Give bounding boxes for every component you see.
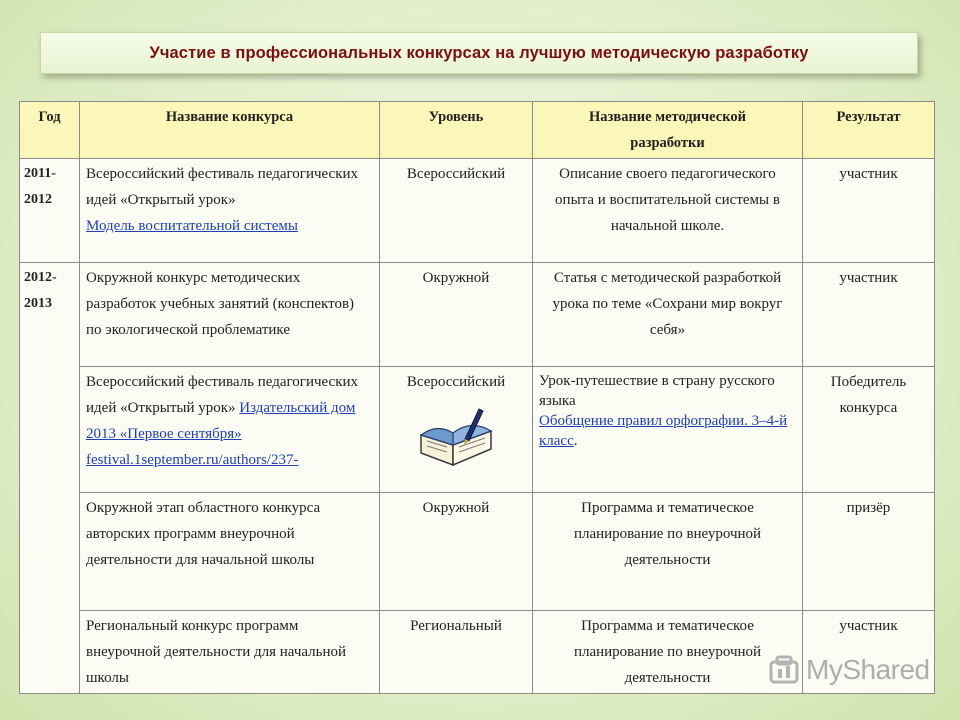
- header-row: [20, 102, 935, 159]
- contest-cell: Окружной этап областного конкурса авторских программ внеурочной деятельности для начальной школы: [80, 493, 380, 611]
- contest-cell: Региональный конкурс программ внеурочной деятельности для начальной школы: [80, 611, 380, 694]
- year-start: 2012-: [24, 270, 57, 285]
- header-work-line2: разработки: [630, 135, 705, 151]
- level-cell: [380, 367, 533, 493]
- open-book-with-pen-icon: [417, 405, 495, 469]
- level-cell: Всероссийский: [380, 159, 533, 263]
- result-cell: участник: [803, 159, 935, 263]
- myshared-logo-icon: [768, 654, 802, 686]
- festival-url-link[interactable]: festival.1september.ru/authors/237-: [86, 452, 299, 468]
- work-tail: .: [573, 433, 578, 449]
- table-row: [20, 263, 935, 367]
- year-cell: [20, 159, 80, 263]
- header-level: Уровень: [380, 102, 533, 159]
- watermark: [768, 652, 930, 688]
- contest-cell: [80, 367, 380, 493]
- watermark-text: MyShared: [806, 654, 930, 685]
- header-contest: Название конкурса: [80, 102, 380, 159]
- year-cell: [20, 263, 80, 694]
- header-work: [533, 102, 803, 159]
- level-cell: Окружной: [380, 263, 533, 367]
- level-text: Всероссийский: [406, 374, 506, 390]
- table-row: [20, 367, 935, 493]
- contest-link[interactable]: Модель воспитательной системы: [86, 218, 298, 234]
- work-name: Урок-путешествие в страну русского языка: [539, 373, 775, 409]
- header-year: Год: [20, 102, 80, 159]
- year-end: 2012: [24, 192, 52, 207]
- level-cell: Региональный: [380, 611, 533, 694]
- year-end: 2013: [24, 296, 52, 311]
- page-title: Участие в профессиональных конкурсах на лучшую методическую разработку: [149, 43, 809, 62]
- publisher-link[interactable]: Издательский дом 2013 «Первое сентября»: [86, 400, 356, 442]
- title-banner: [40, 32, 918, 74]
- work-cell: Программа и тематическое планирование по внеурочной деятельности: [533, 611, 803, 694]
- contest-cell: Окружной конкурс методических разработок учебных занятий (конспектов) по экологической проблематике: [80, 263, 380, 367]
- work-cell: Статья с методической разработкой урока по теме «Сохрани мир вокруг себя»: [533, 263, 803, 367]
- level-cell: Окружной: [380, 493, 533, 611]
- result-cell: участник: [803, 263, 935, 367]
- contest-cell: [80, 159, 380, 263]
- table-row: [20, 159, 935, 263]
- contests-table: [19, 101, 935, 694]
- header-result: Результат: [803, 102, 935, 159]
- contest-name: Всероссийский фестиваль педагогических идей «Открытый урок»: [86, 374, 359, 416]
- work-cell: Описание своего педагогического опыта и воспитательной системы в начальной школе.: [533, 159, 803, 263]
- work-link[interactable]: Обобщение правил орфографии. 3–4-й класс: [539, 413, 788, 449]
- work-cell: Программа и тематическое планирование по внеурочной деятельности: [533, 493, 803, 611]
- contest-name: Всероссийский фестиваль педагогических идей «Открытый урок»: [86, 166, 359, 208]
- year-start: 2011-: [24, 166, 56, 181]
- result-cell: призёр: [803, 493, 935, 611]
- result-cell: участник: [803, 611, 935, 694]
- work-cell: [533, 367, 803, 493]
- header-work-line1: Название методической: [589, 109, 746, 125]
- table-row: [20, 493, 935, 611]
- result-cell: Победитель конкурса: [803, 367, 935, 493]
